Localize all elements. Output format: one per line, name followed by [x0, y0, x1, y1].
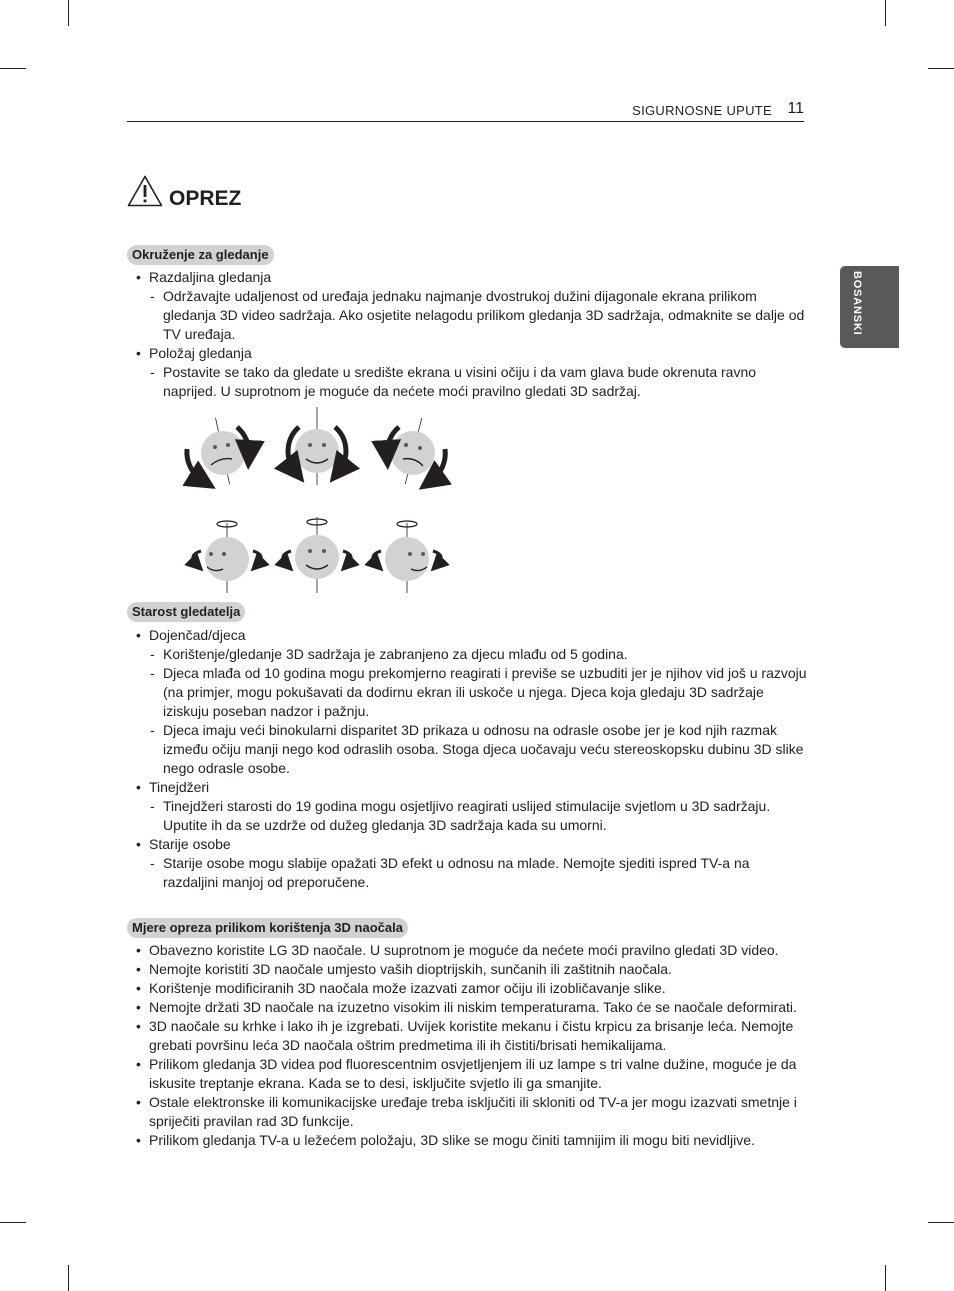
language-tab-label: BOSANSKI — [851, 271, 863, 336]
head-position-illustration — [175, 405, 465, 595]
language-tab — [840, 266, 899, 348]
section-content — [127, 268, 807, 401]
section-content — [127, 626, 807, 892]
tilted-face-right-icon — [387, 427, 445, 481]
crop-mark — [0, 68, 26, 69]
list-item: • Položaj gledanja — [127, 344, 807, 363]
list-item: • Prilikom gledanja 3D videa pod fluorescentnim osvjetljenjem ili uz lampe s tri valne dužine, moguće je da iskusite treptanje ekrana. Kada se to desi, isključite svjetlo ili ga smanjite. — [127, 1055, 807, 1093]
crop-mark — [885, 1265, 886, 1291]
list-item: • Nemojte koristiti 3D naočale umjesto vaših dioptrijskih, sunčanih ili zaštitnih naočala. — [127, 960, 807, 979]
page-number: 11 — [787, 100, 804, 117]
list-item: • 3D naočale su krhke i lako ih je izgrebati. Uvijek koristite mekanu i čistu krpicu za brisanje leća. Nemojte grebati površinu leća 3D naočala oštrim predmetima ili ih čistiti/brisati hemikalijama. — [127, 1017, 807, 1055]
sub-list-item: - Korištenje/gledanje 3D sadržaja je zabranjeno za djecu mlađu od 5 godina. — [127, 645, 807, 664]
list-item: • Razdaljina gledanja — [127, 268, 807, 287]
sub-list-item: - Održavajte udaljenost od uređaja jednaku najmanje dvostrukoj dužini dijagonale ekrana prilikom gledanja 3D video sadržaja. Ako osjetite nelagodu prilikom gledanja 3D sadržaja, odmaknite se dalje od TV uređaja. — [127, 287, 807, 344]
section-heading: Okruženje za gledanje — [127, 245, 274, 265]
crop-mark — [0, 1222, 26, 1223]
section-heading: Starost gledatelja — [127, 602, 245, 622]
crop-mark — [68, 0, 69, 26]
page-title: OPREZ — [169, 187, 242, 210]
page-header — [127, 100, 804, 122]
list-item: • Tinejdžeri — [127, 778, 807, 797]
warning-triangle-icon — [127, 175, 163, 207]
sub-list-item: - Postavite se tako da gledate u središte ekrana u visini očiju i da vam glava bude okrenuta ravno naprijed. U suprotnom je moguće da nećete moći pravilno gledati 3D sadržaj. — [127, 363, 807, 401]
list-item: • Ostale elektronske ili komunikacijske uređaje treba isključiti ili skloniti od TV-a jer mogu izazvati smetnje i spriječiti pravilan rad 3D funkcije. — [127, 1093, 807, 1131]
list-item: • Korištenje modificiranih 3D naočala može izazvati zamor očiju ili izobličavanje slike. — [127, 979, 807, 998]
section-heading: Mjere opreza prilikom korištenja 3D naočala — [127, 918, 408, 938]
list-item: • Nemojte držati 3D naočale na izuzetno visokim ili niskim temperaturama. Tako će se naočale deformirati. — [127, 998, 807, 1017]
crop-mark — [928, 1222, 954, 1223]
crop-mark — [928, 68, 954, 69]
crop-mark — [68, 1265, 69, 1291]
list-item: • Obavezno koristite LG 3D naočale. U suprotnom je moguće da nećete moći pravilno gledati 3D video. — [127, 941, 807, 960]
crop-mark — [885, 0, 886, 26]
section-content — [127, 941, 807, 1150]
tilted-face-left-icon — [187, 427, 249, 481]
sub-list-item: - Starije osobe mogu slabije opažati 3D efekt u odnosu na mlade. Nemojte sjediti ispred TV-a na razdaljini manjoj od preporučene. — [127, 854, 807, 892]
sub-list-item: - Djeca mlađa od 10 godina mogu prekomjerno reagirati i previše se uzbuditi jer je njihov vid još u razvoju (na primjer, mogu pokušavati da dodirnu ekran ili uskoče u njega. Djeca koja gledaju 3D sadržaje iziskuju poseban nadzor i pažnju. — [127, 664, 807, 721]
sub-list-item: - Tinejdžeri starosti do 19 godina mogu osjetljivo reagirati uslijed stimulacije svjetlom u 3D sadržaju. Uputite ih da se uzdrže od dužeg gledanja 3D sadržaja kada su umorni. — [127, 797, 807, 835]
header-rule — [127, 121, 804, 122]
sub-list-item: - Djeca imaju veći binokularni disparitet 3D prikaza u odnosu na odrasle osobe jer je kod njih razmak između očiju manji nego kod odraslih osoba. Stoga djeca uočavaju veću stereoskopsku dubinu 3D slike nego odrasle osobe. — [127, 721, 807, 778]
section-name: SIGURNOSNE UPUTE — [632, 103, 772, 118]
list-item: • Dojenčad/djeca — [127, 626, 807, 645]
upright-face-icon — [288, 427, 346, 473]
list-item: • Prilikom gledanja TV-a u ležećem položaju, 3D slike se mogu činiti tamnijim ili mogu biti nevidljive. — [127, 1131, 807, 1150]
list-item: • Starije osobe — [127, 835, 807, 854]
